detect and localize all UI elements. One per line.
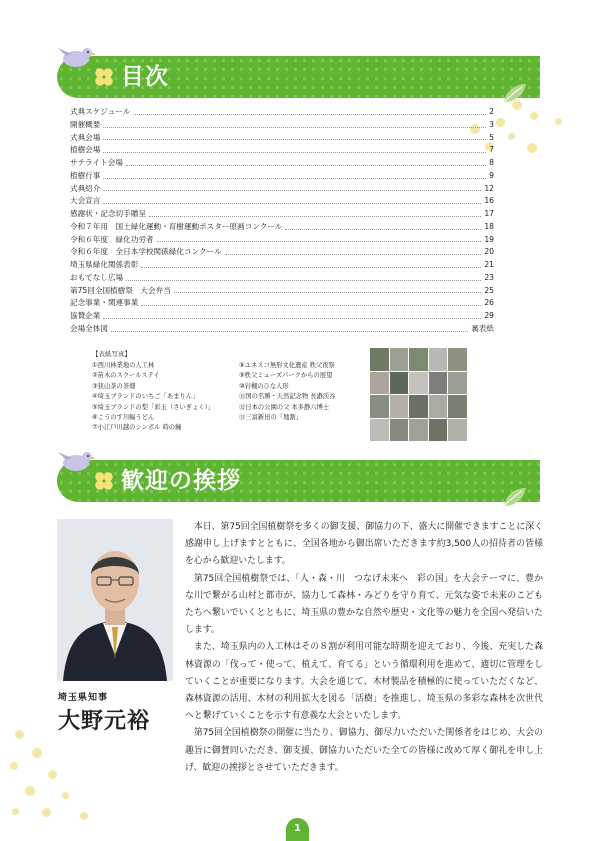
toc-item[interactable]: 式典会場 5 bbox=[70, 132, 494, 142]
toc-item[interactable]: 会場全体図 裏表紙 bbox=[70, 324, 494, 333]
cover-photo-list-right: ⑧ユネスコ無形文化遺産 秩父夜祭 ⑨秩父ミューズパークからの展望 ⑩岩槻のひな人形 ⑪国の名勝・天然記念物 長瀞渓谷 ⑫日本の公園の父 本多静六博士 ⑬三富新田の「地割」 bbox=[239, 362, 336, 422]
toc-list bbox=[70, 106, 494, 336]
toc-item[interactable]: 植樹会場 7 bbox=[70, 145, 494, 155]
signature-name: 大野元裕 bbox=[58, 708, 151, 734]
toc-item[interactable]: 植樹行事 9 bbox=[70, 170, 494, 180]
toc-banner bbox=[57, 56, 540, 98]
cover-photo-heading: 【表紙写真】 bbox=[92, 350, 131, 358]
welcome-banner bbox=[57, 460, 540, 502]
bird-icon bbox=[56, 44, 96, 70]
leaf-icon bbox=[500, 486, 528, 510]
toc-item[interactable]: 埼玉県緑化関係表彰 21 bbox=[70, 260, 494, 270]
welcome-message bbox=[185, 519, 543, 777]
welcome-paragraph: 第75回全国植樹祭では、「人・森・川 つなげ未来へ 彩の国」を大会テーマに、豊かな川で繋がる山村と都市が、協力して森林・みどりを守り育て、元気な姿で未来のこどもたちへ繋いでいくとともに、埼玉県の豊かな自然や歴史・文化等の魅力を全国へ発信いたします。 bbox=[185, 573, 543, 636]
toc-item[interactable]: 協賛企業 29 bbox=[70, 311, 494, 321]
cover-photo-thumbnails bbox=[370, 348, 467, 441]
page-number: 1 bbox=[286, 818, 309, 841]
signature-title: 埼玉県知事 bbox=[58, 693, 109, 703]
governor-portrait bbox=[57, 519, 173, 681]
bird-icon bbox=[56, 448, 96, 474]
clover-icon bbox=[93, 66, 115, 88]
clover-icon bbox=[93, 470, 115, 492]
toc-item[interactable]: 式典紹介 12 bbox=[70, 183, 494, 193]
welcome-paragraph: 第75回全国植樹祭の開催に当たり、御協力、御尽力いただいた関係者をはじめ、大会の趣旨に御賛同いただき、御支援、御協力いただいた全ての皆様に改めて厚く御礼を申し上げ、歓迎の挨拶とさせていただきます。 bbox=[185, 728, 543, 773]
toc-item[interactable]: 開催概要 3 bbox=[70, 119, 494, 129]
welcome-paragraph: また、埼玉県内の人工林はその８割が利用可能な時期を迎えており、今後、充実した森林資源の「伐って・使って、植えて、育てる」という循環利用を進めて、適切に管理をしていくことが重要になります。大会を通じて、木材製品を積極的に使っていただくなど、森林資源の活用、木材の利用拡大を図る「活樹」を推進し、埼玉県の多彩な森林を次世代へと繋げていくことを示す有意義な大会といたします。 bbox=[185, 642, 543, 722]
toc-item[interactable]: 記念事業・関連事業 26 bbox=[70, 298, 494, 308]
toc-item[interactable]: 令和６年度 全日本学校関係緑化コンクール 20 bbox=[70, 247, 494, 257]
welcome-title: 歓迎の挨拶 bbox=[121, 468, 241, 494]
cover-photo-list-left: ①西川林業地の人工林 ②苗木のスクールステイ ③狭山茶の茶畑 ④埼玉ブランドのいちご「あまりん」 ⑤埼玉ブランドの梨「彩玉（さいぎょく）」 ⑥こうのす川幅うどん ⑦小江戸川越のシンボル 時の鐘 bbox=[92, 362, 215, 432]
toc-item[interactable]: 式典スケジュール 2 bbox=[70, 106, 494, 116]
toc-item[interactable]: 第75回全国植樹祭 大会弁当 25 bbox=[70, 285, 494, 295]
cover-photo-captions bbox=[92, 349, 336, 432]
toc-title: 目次 bbox=[121, 64, 169, 90]
leaf-icon bbox=[500, 82, 528, 106]
toc-item[interactable]: 令和６年度 緑化功労者 19 bbox=[70, 234, 494, 244]
toc-item[interactable]: 令和７年用 国土緑化運動・育樹運動ポスター原画コンクール 18 bbox=[70, 221, 494, 231]
toc-item[interactable]: おもてなし広場 23 bbox=[70, 272, 494, 282]
toc-item[interactable]: サテライト会場 8 bbox=[70, 158, 494, 168]
welcome-paragraph: 本日、第75回全国植樹祭を多くの御支援、御協力の下、盛大に開催できますことに深く感謝申し上げますとともに、全国各地から御出席いただきます約3,500人の招待者の皆様を心から歓迎いたします。 bbox=[185, 522, 543, 567]
toc-item[interactable]: 大会宣言 16 bbox=[70, 196, 494, 206]
toc-item[interactable]: 感謝状・記念切手贈呈 17 bbox=[70, 209, 494, 219]
